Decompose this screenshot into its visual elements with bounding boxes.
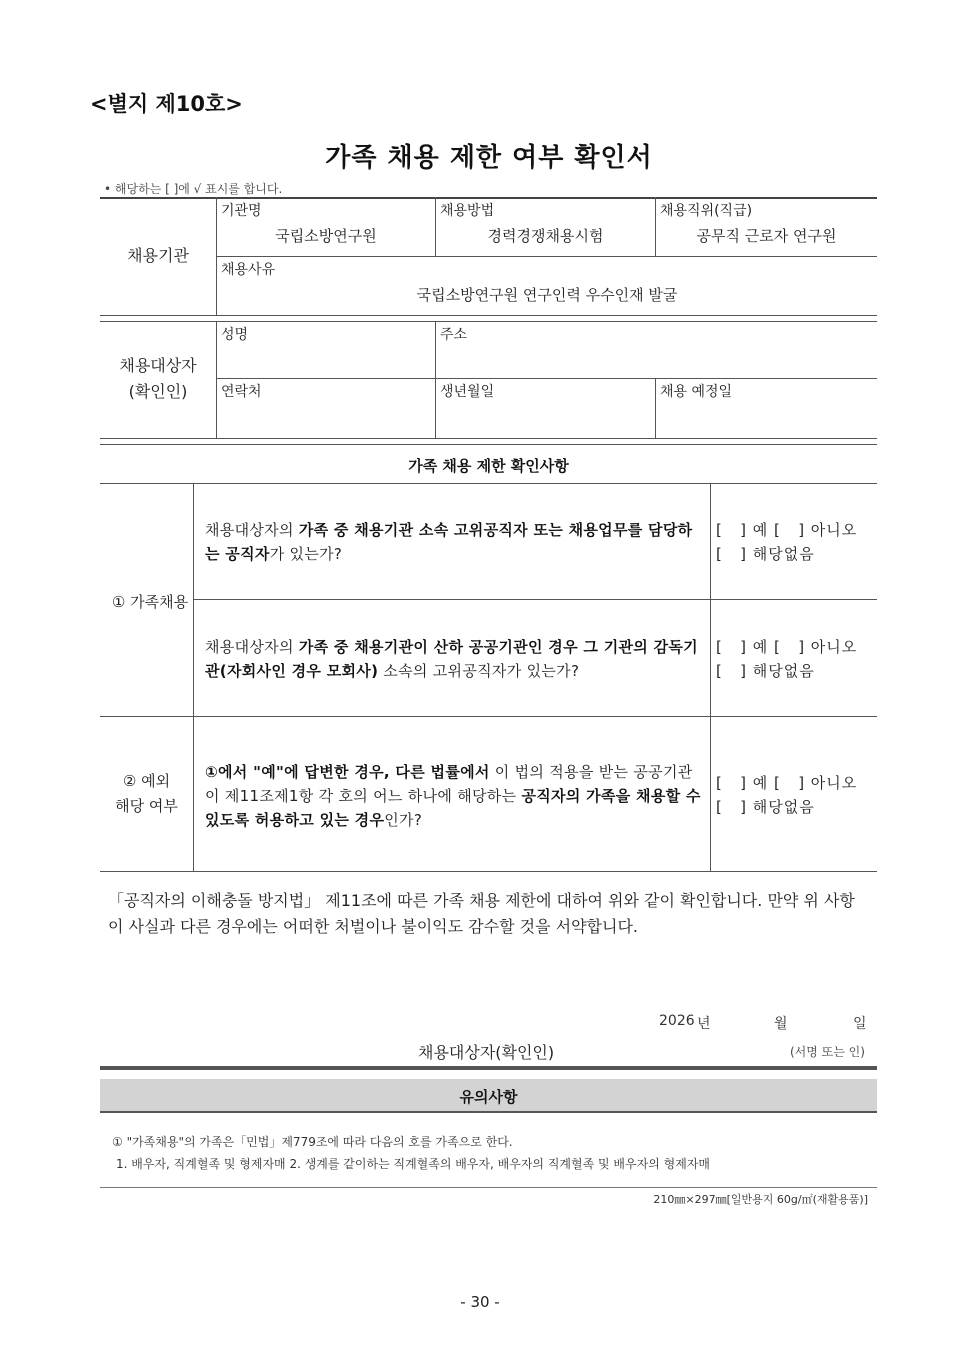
notes-top-rule	[100, 1066, 877, 1070]
instruction: • 해당하는 [ ]에 √ 표시를 합니다.	[104, 182, 283, 196]
date-day-unit: 일	[853, 1016, 867, 1032]
page-title: 가족 채용 제한 여부 확인서	[325, 143, 653, 173]
pledge-text: 「공직자의 이해충돌 방지법」 제11조에 따른 가족 채용 제한에 대하여 위와 같이 확인합니다. 만약 위 사항이 사실과 다른 경우에는 어떠한 처벌이나 불이익도 감수할 것을 서약합니다.	[108, 891, 855, 936]
date-year: 2026	[659, 1013, 695, 1029]
address-label: 주소	[440, 327, 468, 343]
family-hiring-label: ① 가족채용	[111, 593, 189, 611]
contact-label: 연락처	[221, 384, 262, 400]
form-number: <별지 제10호>	[90, 92, 243, 116]
note-2: 1. 배우자, 직계혈족 및 형제자매 2. 생계를 같이하는 직계혈족의 배우자, 배우자의 직계혈족 및 배우자의 형제자매	[116, 1157, 710, 1171]
employer-section-label: 채용기관	[127, 246, 189, 265]
candidate-label-line-1: 채용대상자	[119, 356, 197, 375]
signature-hint[interactable]: (서명 또는 인)	[790, 1045, 865, 1059]
family-hiring-question-2: 채용대상자의 가족 중 채용기관이 산하 공공기관인 경우 그 기관의 감독기관(자회사인 경우 모회사) 소속의 고위공직자가 있는가?	[205, 638, 698, 680]
question-2-options[interactable]: [ ] 예 [ ] 아니오 [ ] 해당없음	[716, 638, 858, 680]
name-label: 성명	[221, 327, 249, 343]
position-label: 채용직위(직급)	[660, 203, 753, 219]
hiring-reason-value: 국립소방연구원 연구인력 우수인재 발굴	[416, 286, 678, 304]
page-number: - 30 -	[460, 1293, 500, 1311]
date-month-unit: 월	[774, 1016, 788, 1032]
note-1: ① "가족채용"의 가족은「민법」제779조에 따라 다음의 호를 가족으로 한다.	[112, 1135, 513, 1149]
hiring-method-label: 채용방법	[440, 203, 495, 219]
bottom-rule	[100, 1187, 877, 1188]
date-year-unit: 년	[697, 1016, 711, 1032]
candidate-section-label	[100, 353, 216, 405]
hiring-reason-label: 채용사유	[221, 262, 276, 278]
exception-options[interactable]: [ ] 예 [ ] 아니오 [ ] 해당없음	[716, 774, 858, 816]
org-name-value: 국립소방연구원	[275, 227, 377, 245]
birth-date-label: 생년월일	[440, 384, 495, 400]
question-1-options[interactable]: [ ] 예 [ ] 아니오 [ ] 해당없음	[716, 521, 858, 563]
family-hiring-question-1: 채용대상자의 가족 중 채용기관 소속 고위공직자 또는 채용업무를 담당하는 공직자가 있는가?	[205, 521, 693, 563]
paper-spec: 210㎜×297㎜[일반용지 60g/㎡(재활용품)]	[653, 1193, 868, 1206]
exception-label: ② 예외 해당 여부	[115, 772, 178, 815]
signer-label: 채용대상자(확인인)	[418, 1043, 555, 1062]
hire-date-label: 채용 예정일	[660, 384, 733, 400]
hiring-method-value: 경력경쟁채용시험	[487, 227, 604, 245]
org-name-label: 기관명	[221, 203, 262, 219]
candidate-label-line-2: (확인인)	[128, 382, 188, 401]
position-value: 공무직 근로자 연구원	[696, 227, 837, 245]
exception-question: ①에서 "예"에 답변한 경우, 다른 법률에서 이 법의 적용을 받는 공공기관이 제11조제1항 각 호의 어느 하나에 해당하는 공직자의 가족을 채용할 수 있도록 허용하고 있는 경우인가?	[205, 763, 701, 829]
check-section-title: 가족 채용 제한 확인사항	[408, 457, 569, 475]
notes-title: 유의사항	[459, 1088, 518, 1106]
